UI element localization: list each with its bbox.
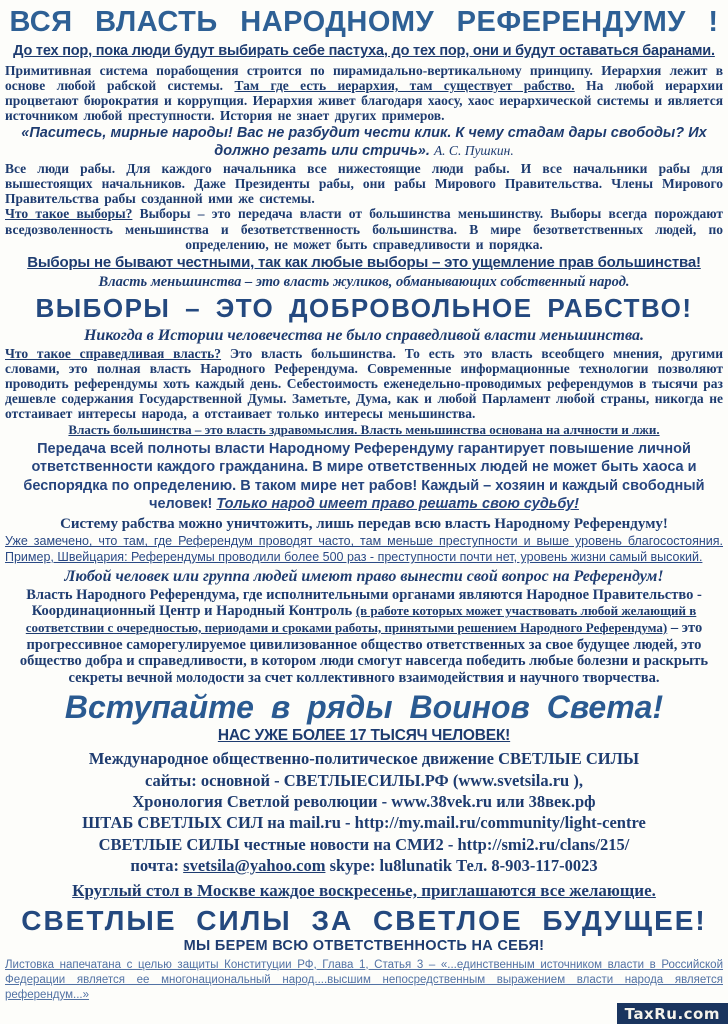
main-site-line: сайты: основной - СВЕТЛЫЕСИЛЫ.РФ (www.svetsila.ru ),: [145, 770, 583, 790]
power-underlined: (в работе которых может участвовать любой желающий в соответствии с очередностью, периодами и сроками работы, принятыми решением Народного Референдума): [25, 603, 697, 635]
headline-join-warriors: Вступайте в ряды Воинов Света!: [64, 688, 664, 725]
legal-footnote: Листовка напечатана с целью защиты Конституции РФ, Глава 1, Статья 3 – «...единственным источником власти в Российской Федерации является ее многонациональный народ....высшим непосредственным выражением власти народа является референдум...»: [5, 958, 723, 1001]
destroy-slavery-line: Систему рабства можно уничтожить, лишь передав всю власть Народному Референдуму!: [60, 515, 668, 532]
skype-handle: skype: lu8lunatik: [325, 856, 457, 876]
elections-rest: Выборы – это передача власти от большинства меньшинству. Выборы всегда порождают вседозволенность меньшинства и безответственность большинства. В мире безответственных людей, по определению, не может быть справедливости и порядка.: [5, 206, 723, 252]
watermark: TaxRu.com: [617, 1003, 728, 1024]
hq-mailru-line: ШТАБ СВЕТЛЫХ СИЛ на mail.ru - http://my.mail.ru/community/light-centre: [82, 813, 646, 833]
power-pre: Власть Народного Референдума, где исполнительными органами являются Народное Правительство - Координационный Центр и Народный Контроль: [26, 586, 702, 620]
power-post: – это прогрессивное саморегулируемое цивилизованное общество ответственных за свое будущее людей, это общество добра и справедливости, в котором люди смогут навсегда победить любые болезни и раскрыть секреты вечной молодости за счет коллективного взаимодействия и научного творчества.: [19, 619, 709, 686]
intro-pre: Примитивная система порабощения строится по пирамидально-вертикальному принципу. Иерархия лежит в основе любой рабской системы.: [5, 62, 723, 94]
contact-details-line: [5, 855, 723, 876]
referendum-power-paragraph: [5, 587, 723, 687]
quote-text: «Паситесь, мирные народы! Вас не разбудит чести клик. К чему стадам дары свободы? Их должно резать или стричь».: [21, 125, 707, 159]
slavery-paragraph: Все люди рабы. Для каждого начальника все нижестоящие люди рабы. И все начальники рабы для вышестоящих начальников. Даже Президенты рабы, они рабы Мирового Правительства. Члены Мирового Правительства рабы созданной ими же системы.: [5, 161, 723, 207]
intro-paragraph: [5, 63, 723, 123]
transfer-paragraph: [5, 440, 723, 514]
chronology-site-line: Хронология Светлой революции - www.38vek.ru или 38век.рф: [132, 791, 596, 811]
phone-number: Тел. 8-903-117-0023: [456, 856, 598, 876]
roundtable-invitation-line: Круглый стол в Москве каждое воскресенье, приглашаются все желающие.: [72, 880, 656, 900]
quote-author: А. С. Пушкин.: [433, 142, 514, 158]
honest-elections-line: Выборы не бывают честными, так как любые выборы – это ущемление прав большинства!: [27, 253, 701, 271]
elections-lead: Что такое выборы?: [5, 206, 133, 222]
headline-voluntary-slavery: ВЫБОРЫ – ЭТО ДОБРОВОЛЬНОЕ РАБСТВО!: [35, 292, 693, 323]
intro-post: На любой иерархии процветают бюрократия и коррупция. Иерархия живет благодаря хаосу, хаос иерархической системы и является источником любой преступности. История не знает других примеров.: [5, 78, 723, 124]
fair-rest: Это власть большинства. То есть это власть всеобщего мнения, другими словами, это полная власть Народного Референдума. Современные информационные технологии позволяют проводить референдумы хоть каждый день. Себестоимость еженедельно-проводимых референдумов в тысячи раз дешевле содержания Государственной Думы. Заметьте, Дума, как и любой Парламент любой страны, никогда не отстаивает интересы народа, а отстаивает только интересы меньшинства.: [5, 345, 723, 422]
news-smi2-line: СВЕТЛЫЕ СИЛЫ честные новости на СМИ2 - http://smi2.ru/clans/215/: [98, 834, 630, 854]
pushkin-quote: [5, 125, 723, 160]
epigraph-line: До тех пор, пока люди будут выбирать себе пастуха, до тех пор, они и будут оставаться баранами.: [13, 42, 715, 59]
leaflet-title: ВСЯ ВЛАСТЬ НАРОДНОМУ РЕФЕРЕНДУМУ !: [9, 6, 719, 38]
members-count-line: НАС УЖЕ БОЛЕЕ 17 ТЫСЯЧ ЧЕЛОВЕК!: [217, 727, 511, 745]
intro-underlined: Там где есть иерархия, там существует рабство.: [234, 78, 575, 94]
responsibility-line: МЫ БЕРЕМ ВСЮ ОТВЕТСТВЕННОСТЬ НА СЕБЯ!: [183, 938, 545, 955]
fair-power-paragraph: [5, 346, 723, 422]
headline-bright-future: СВЕТЛЫЕ СИЛЫ ЗА СВЕТЛОЕ БУДУЩЕЕ!: [21, 904, 707, 936]
transfer-tail: Только народ имеет право решать свою судьбу!: [216, 496, 579, 513]
movement-name-line: Международное общественно-политическое движение СВЕТЛЫЕ СИЛЫ: [88, 749, 640, 769]
never-fair-line: Никогда в Истории человечества не было справедливой власти меньшинства.: [83, 326, 645, 344]
anyone-question-line: Любой человек или группа людей имеют право вынести свой вопрос на Референдум!: [64, 567, 664, 585]
minority-power-line: Власть меньшинства – это власть жуликов, обманывающих собственный народ.: [98, 273, 630, 290]
email-label: почта:: [130, 856, 184, 876]
transfer-main: Передача всей полноты власти Народному Референдуму гарантирует повышение личной ответственности каждого гражданина. В мире ответственных людей не может быть хаоса и беспорядка по определению. В таком мире нет рабов! Каждый – хозяин и каждый свободный человек!: [23, 441, 705, 513]
elections-paragraph: [5, 206, 723, 251]
majority-power-line: Власть большинства – это власть здравомыслия. Власть меньшинства основана на алчности и лжи.: [68, 422, 660, 438]
fair-lead: Что такое справедливая власть?: [5, 345, 222, 361]
email-address: svetsila@yahoo.com: [183, 856, 326, 876]
referendum-noticed-paragraph: Уже замечено, что там, где Референдум проводят часто, там меньше преступности и выше уровень благосостояния. Пример, Швейцария: Референдумы проводили более 500 раз - преступности почти нет, уровень жизни самый высокий.: [5, 534, 723, 564]
